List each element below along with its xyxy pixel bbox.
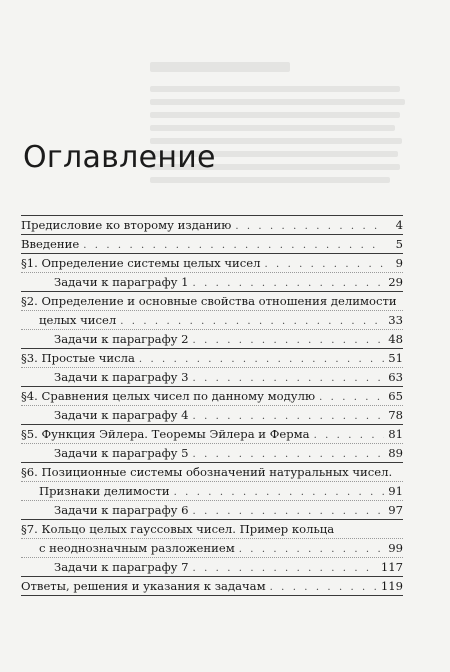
dot-leader [235,218,384,236]
dot-leader [264,256,384,274]
toc-entry-title: Задачи к параграфу 7 [54,560,189,574]
toc-page-number: 97 [388,503,403,517]
toc-page-number: 119 [380,579,403,593]
toc-entry [21,254,403,292]
toc-entry-title: Задачи к параграфу 1 [54,275,189,289]
dot-leader [193,275,384,293]
toc-line[interactable] [21,387,403,405]
toc-line[interactable] [21,254,403,272]
dot-leader [83,237,384,255]
toc-entry-title: §6. Позиционные системы обозначений натуральных чисел. [21,465,393,479]
toc-page-number: 4 [395,218,403,232]
toc-page-number: 5 [395,237,403,251]
toc-page-number: 48 [388,332,403,346]
toc-line[interactable] [21,538,403,557]
toc-line[interactable] [21,463,403,481]
toc-entry-title: целых чисел [39,313,117,327]
dot-leader [239,541,384,559]
toc-entry [21,387,403,425]
table-of-contents [21,215,403,596]
toc-page-number: 78 [388,408,403,422]
toc-entry-title: Задачи к параграфу 5 [54,446,189,460]
dot-leader [193,560,378,578]
page-title: Оглавление [23,140,216,175]
dot-leader [174,484,384,502]
toc-line[interactable] [21,310,403,329]
show-through-line [150,99,405,105]
toc-page-number: 99 [388,541,403,555]
toc-line[interactable] [21,481,403,500]
toc-entry [21,425,403,463]
toc-exercises-line[interactable] [21,272,403,291]
show-through-line [150,112,400,118]
toc-page-number: 89 [388,446,403,460]
toc-entry-title: §5. Функция Эйлера. Теоремы Эйлера и Ферма [21,427,310,441]
toc-line[interactable] [21,292,403,310]
toc-entry-title: §3. Простые числа [21,351,135,365]
toc-entry [21,235,403,254]
toc-line[interactable] [21,425,403,443]
dot-leader [193,503,384,521]
toc-entry-title: §1. Определение системы целых чисел [21,256,261,270]
toc-entry-title: §2. Определение и основные свойства отношения делимости [21,294,397,308]
toc-entry-title: Задачи к параграфу 3 [54,370,189,384]
show-through-heading [150,62,290,72]
toc-line[interactable] [21,216,403,234]
toc-page-number: 117 [380,560,403,574]
toc-line[interactable] [21,520,403,538]
toc-entry-title: Ответы, решения и указания к задачам [21,579,266,593]
dot-leader [270,579,378,597]
toc-page-number: 63 [388,370,403,384]
toc-entry-title: Предисловие ко второму изданию [21,218,232,232]
toc-entry-title: с неоднозначным разложением [39,541,235,555]
toc-page-number: 9 [395,256,403,270]
toc-line[interactable] [21,235,403,253]
toc-page-number: 91 [388,484,403,498]
dot-leader [193,370,384,388]
toc-page-number: 65 [388,389,403,403]
toc-exercises-line[interactable] [21,500,403,519]
dot-leader [120,313,384,331]
toc-entry-title: §4. Сравнения целых чисел по данному модулю [21,389,316,403]
toc-exercises-line[interactable] [21,367,403,386]
dot-leader [193,408,384,426]
toc-entry-title: Введение [21,237,80,251]
show-through-text [150,52,410,202]
dot-leader [139,351,384,369]
toc-line[interactable] [21,349,403,367]
toc-entry-title: Задачи к параграфу 4 [54,408,189,422]
show-through-line [150,177,390,183]
toc-entry [21,349,403,387]
toc-exercises-line[interactable] [21,443,403,462]
toc-line[interactable] [21,577,403,595]
toc-exercises-line[interactable] [21,557,403,576]
toc-entry [21,216,403,235]
toc-entry-title: Задачи к параграфу 2 [54,332,189,346]
toc-entry-title: Задачи к параграфу 6 [54,503,189,517]
toc-page-number: 29 [388,275,403,289]
toc-entry-title: Признаки делимости [39,484,170,498]
show-through-line [150,86,400,92]
toc-entry [21,463,403,520]
toc-page-number: 81 [388,427,403,441]
toc-exercises-line[interactable] [21,405,403,424]
dot-leader [193,332,384,350]
toc-entry [21,292,403,349]
dot-leader [193,446,384,464]
toc-entry [21,520,403,577]
toc-entry-title: §7. Кольцо целых гауссовых чисел. Пример кольца [21,522,335,536]
toc-page-number: 33 [388,313,403,327]
toc-page-number: 51 [388,351,403,365]
dot-leader [314,427,384,445]
dot-leader [319,389,384,407]
show-through-line [150,125,395,131]
toc-exercises-line[interactable] [21,329,403,348]
toc-entry [21,577,403,596]
